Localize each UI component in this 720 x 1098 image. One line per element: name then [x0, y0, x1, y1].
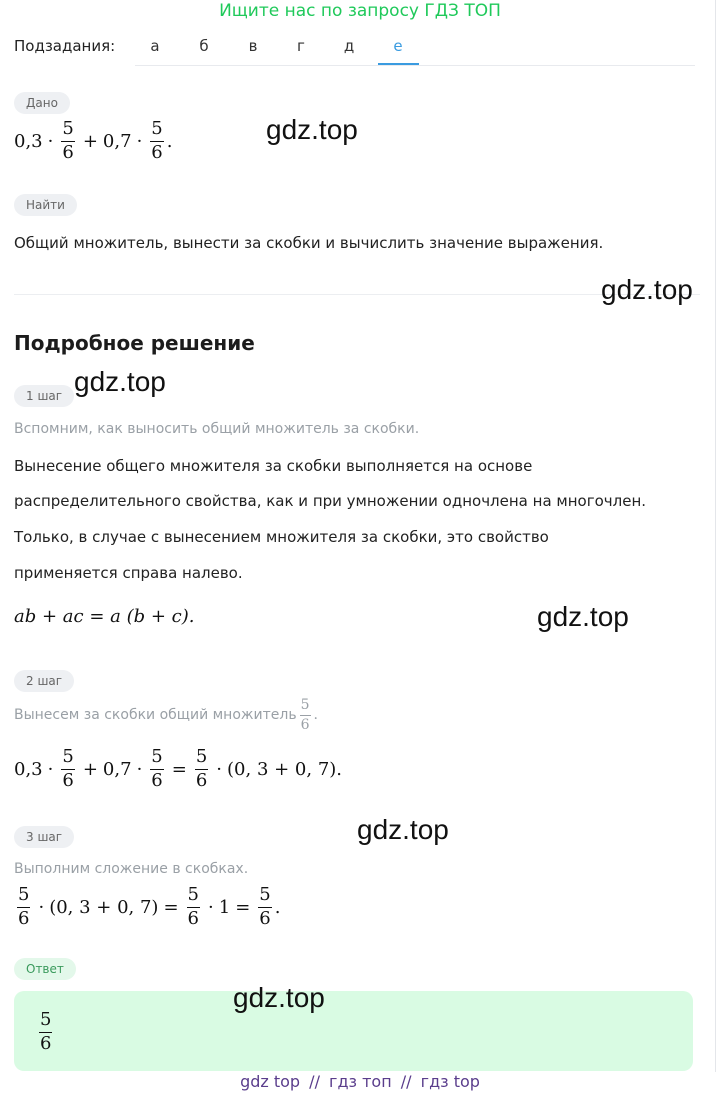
- fraction-num: 5: [150, 748, 163, 770]
- tab-d[interactable]: д: [343, 37, 355, 55]
- equals-op: =: [235, 896, 251, 918]
- fraction: [17, 886, 30, 929]
- fraction-num: 5: [17, 886, 30, 908]
- fraction: [187, 886, 200, 929]
- dot-op: ·: [47, 130, 54, 152]
- answer-fraction: [39, 1011, 52, 1054]
- subtasks-label: Подзадания:: [14, 37, 116, 55]
- tab-e[interactable]: е: [393, 37, 403, 55]
- dot-op: ·: [38, 896, 45, 918]
- fraction-den: 6: [62, 141, 74, 163]
- fraction-num: 5: [187, 886, 200, 908]
- answer-box: [14, 991, 693, 1071]
- step3-paren: (0, 3 + 0, 7): [49, 896, 159, 918]
- answer-den: 6: [40, 1032, 52, 1054]
- watermark: gdz.top: [537, 601, 629, 632]
- fraction: [61, 120, 74, 163]
- active-tab-indicator: [378, 63, 419, 65]
- fraction-num: 5: [61, 748, 74, 770]
- plus-op: +: [82, 758, 98, 780]
- watermark: gdz.top: [357, 814, 449, 845]
- fraction: [300, 698, 311, 732]
- answer-chip: Ответ: [14, 958, 76, 980]
- step3-chip: 3 шаг: [14, 826, 74, 848]
- step3-expression: [14, 886, 280, 929]
- fraction: [195, 748, 208, 791]
- footer-separator: //: [309, 1072, 320, 1091]
- step1-line-2: распределительного свойства, как и при умножении одночлена на многочлен.: [14, 492, 647, 510]
- watermark: gdz.top: [233, 982, 325, 1013]
- find-text: Общий множитель, вынести за скобки и вычислить значение выражения.: [14, 234, 604, 252]
- period: .: [274, 896, 281, 918]
- fraction-den: 6: [62, 769, 74, 791]
- fraction-den: 6: [151, 141, 163, 163]
- period: .: [313, 707, 318, 724]
- solution-heading: Подробное решение: [14, 331, 255, 355]
- fraction-num: 5: [61, 120, 74, 142]
- step2-hint-text: Вынесем за скобки общий множитель: [14, 707, 297, 724]
- given-a: 0,3: [14, 130, 43, 152]
- tab-b[interactable]: б: [199, 37, 209, 55]
- fraction-num: 5: [150, 120, 163, 142]
- tabs-divider: [135, 65, 695, 66]
- fraction-num: 5: [195, 748, 208, 770]
- fraction: [150, 748, 163, 791]
- fraction-num: 5: [258, 886, 271, 908]
- watermark: gdz.top: [74, 366, 166, 397]
- answer-num: 5: [39, 1011, 52, 1033]
- step2-chip: 2 шаг: [14, 670, 74, 692]
- footer-link-2[interactable]: гдз топ: [329, 1072, 392, 1091]
- step1-line-1: Вынесение общего множителя за скобки выполняется на основе: [14, 457, 533, 475]
- fraction: [61, 748, 74, 791]
- given-a: 0,3: [14, 758, 43, 780]
- given-b: 0,7: [102, 758, 132, 780]
- dot-op: ·: [208, 896, 214, 918]
- step2-rhs: (0, 3 + 0, 7).: [227, 758, 343, 780]
- section-divider: [14, 294, 700, 295]
- right-border: [715, 0, 716, 1072]
- tab-a[interactable]: а: [150, 37, 160, 55]
- dot-op: ·: [216, 758, 223, 780]
- step2-hint: [14, 698, 318, 732]
- fraction-den: 6: [151, 769, 163, 791]
- dot-op: ·: [136, 758, 143, 780]
- equals-op: =: [171, 758, 187, 780]
- step1-line-3: Только, в случае с вынесением множителя за скобки, это свойство: [14, 528, 549, 546]
- watermark: gdz.top: [601, 274, 693, 305]
- given-expression: [14, 120, 172, 163]
- fraction-den: 6: [300, 716, 310, 733]
- footer-link-1[interactable]: gdz top: [240, 1072, 301, 1091]
- fraction-den: 6: [18, 907, 30, 929]
- step1-chip: 1 шаг: [14, 385, 74, 407]
- footer: [0, 1072, 720, 1091]
- search-banner: Ищите нас по запросу ГДЗ ТОП: [219, 1, 501, 21]
- tab-g[interactable]: г: [297, 37, 305, 55]
- answer-value: [36, 1011, 55, 1054]
- fraction-den: 6: [259, 907, 271, 929]
- fraction: [150, 120, 163, 163]
- find-chip: Найти: [14, 194, 77, 216]
- equals-op: =: [163, 896, 179, 918]
- step1-line-4: применяется справа налево.: [14, 564, 243, 582]
- period: .: [166, 130, 173, 152]
- given-b: 0,7: [102, 130, 132, 152]
- footer-link-3[interactable]: гдз top: [420, 1072, 480, 1091]
- fraction-num: 5: [300, 698, 311, 716]
- step3-one: 1: [218, 896, 231, 918]
- plus-op: +: [82, 130, 98, 152]
- footer-separator: //: [400, 1072, 412, 1091]
- fraction-den: 6: [195, 769, 208, 791]
- step3-hint: Выполним сложение в скобках.: [14, 861, 249, 877]
- step1-hint: Вспомним, как выносить общий множитель за скобки.: [14, 421, 420, 437]
- distributive-formula: ab + ac = a (b + c).: [14, 606, 195, 627]
- fraction: [258, 886, 271, 929]
- watermark: gdz.top: [266, 114, 358, 145]
- dot-op: ·: [47, 758, 54, 780]
- given-chip: Дано: [14, 92, 70, 114]
- dot-op: ·: [136, 130, 143, 152]
- step2-expression: [14, 748, 342, 791]
- tab-v[interactable]: в: [248, 37, 258, 55]
- fraction-den: 6: [187, 907, 199, 929]
